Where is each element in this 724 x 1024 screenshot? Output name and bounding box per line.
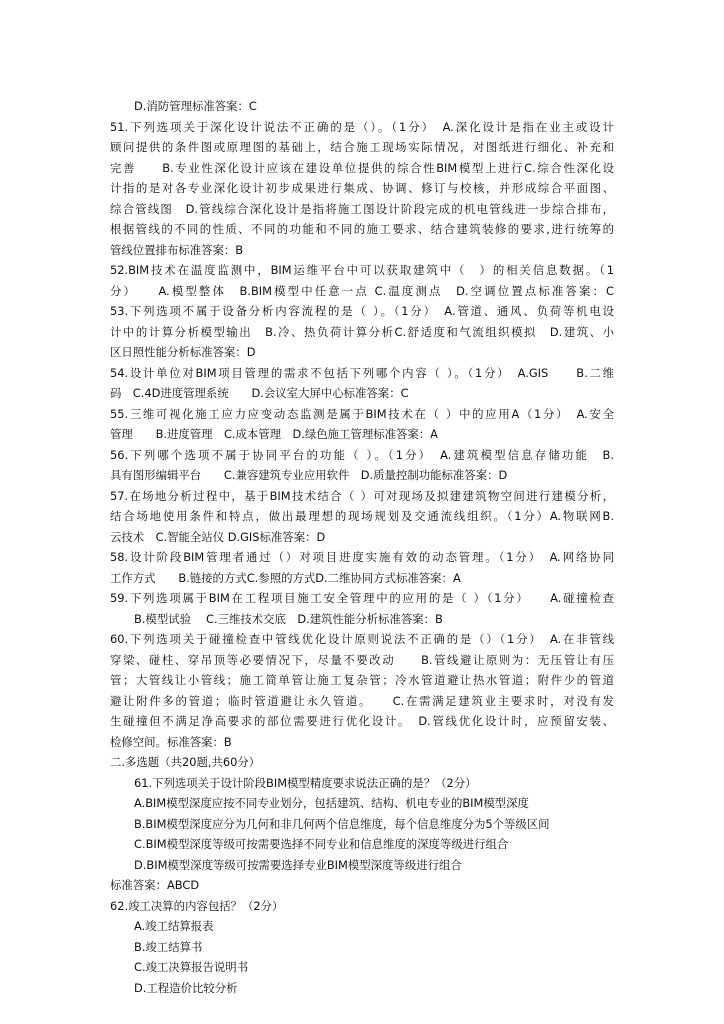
text-line: 避让附件多的管道；临时管道避让永久管道。 C.在需满足建筑业主要求时，对没有发: [110, 693, 614, 708]
question-54: 54.设计单位对BIM项目管理的需求不包括下列哪个内容（ ）。（1分） A.GIS B.二维: [110, 365, 614, 380]
question-58: 58.设计阶段BIM管理者通过（）对项目进度实施有效的动态管理。（1分） A.网络协同: [110, 550, 614, 564]
text-line: 计中的计算分析模型输出 B.冷、热负荷计算分析C.舒适度和气流组织模拟 D.建筑、小: [110, 324, 614, 339]
text-line: 计指的是对各专业深化设计初步成果进行集成、协调、修订与校核，并形成综合平面图、: [110, 181, 614, 195]
question-55: 55.三维可视化施工应力应变动态监测是属于BIM技术在（ ）中的应用A（1分） A.安全: [110, 406, 614, 421]
option-b: B.BIM模型深度应分为几何和非几何两个信息维度，每个信息维度分为5个等级区间: [134, 816, 550, 831]
option-d: D.工程造价比较分析: [134, 980, 238, 995]
text-line: 穿梁、碰柱、穿吊顶等必要情况下，尽量不要改动 B.管线避让原则为：无压管让有压: [110, 652, 614, 667]
text-line: 码 C.4D进度管理系统 D.会议室大屏中心标准答案：C: [110, 386, 409, 400]
question-51: 51.下列选项关于深化设计说法不正确的是（）。（1分） A.深化设计是指在业主或设计: [110, 119, 614, 134]
text-line: 区日照性能分析标准答案：D: [110, 345, 256, 359]
question-57: 57.在场地分析过程中，基于BIM技术结合（ ）可对现场及拟建建筑物空间进行建模分析，: [110, 488, 614, 503]
option-c: C.BIM模型深度等级可按需要选择不同专业和信息维度的深度等级进行组合: [134, 837, 509, 851]
text-line: 生碰撞但不满足净高要求的部位需要进行优化设计。 D.管线优化设计时，应预留安装、: [110, 714, 614, 728]
section-heading: 二.多选题（共20题,共60分）: [110, 755, 261, 769]
text-line: D.消防管理标准答案：C: [134, 99, 257, 113]
question-52: 52.BIM技术在温度监测中，BIM运维平台中可以获取建筑中（ ）的相关信息数据。（1: [110, 263, 614, 277]
question-56: 56.下列哪个选项不属于协同平台的功能（ ）。（1分） A.建筑模型信息存储功能 B.: [110, 447, 614, 462]
question-60: 60.下列选项关于碰撞检查中管线优化设计原则说法不正确的是（）（1分） A.在非管线: [110, 632, 614, 646]
text-line: 管；大管线让小管线；施工简单管让施工复杂管；冷水管道避让热水管道；附件少的管道: [110, 673, 614, 687]
question-53: 53.下列选项不属于设备分析内容流程的是（ ）。（1分） A.管道、通风、负荷等机电设: [110, 304, 614, 318]
text-line: 综合管线图 D.管线综合深化设计是指将施工图设计阶段完成的机电管线进一步综合排布，: [110, 201, 614, 216]
text-line: 结合场地使用条件和特点，做出最理想的现场规划及交通流线组织。（1分）A.物联网B.: [110, 509, 614, 523]
text-line: 具有图形编辑平台 C.兼容建筑专业应用软件 D.质量控制功能标准答案：D: [110, 468, 508, 482]
option-d: D.BIM模型深度等级可按需要选择专业BIM模型深度等级进行组合: [134, 857, 462, 872]
text-line: 工作方式 B.链接的方式C.参照的方式D.二维协同方式标准答案：A: [110, 570, 461, 585]
text-line: 根据管线的不同的性质、不同的功能和不同的施工要求、结合建筑装修的要求,进行统筹的: [110, 222, 614, 236]
question-62: 62.竣工决算的内容包括？（2分）: [110, 898, 284, 913]
option-a: A.BIM模型深度应按不同专业划分，包括建筑、结构、机电专业的BIM模型深度: [134, 796, 529, 810]
text-line: 管理 B.进度管理 C.成本管理 D.绿色施工管理标准答案：A: [110, 427, 438, 441]
text-line: 顾问提供的条件图或原理图的基础上，结合施工现场实际情况，对图纸进行细化、补充和: [110, 140, 614, 154]
text-line: 完善 B.专业性深化设计应该在建设单位提供的综合性BIM模型上进行C.综合性深化设: [110, 160, 614, 175]
question-59: 59.下列选项属于BIM在工程项目施工安全管理中的应用的是（ ）（1分） A.碰撞检查: [110, 591, 614, 605]
text-line: 分） A.模型整体 B.BIM模型中任意一点 C.温度测点 D.空调位置点标准答案：C: [110, 283, 614, 298]
text-line: 管线位置排布标准答案：B: [110, 242, 244, 257]
option-c: C.竣工决算报告说明书: [134, 960, 249, 974]
text-line: B.模型试验 C.三维技术交底 D.建筑性能分析标准答案：B: [134, 611, 443, 626]
text-line: 检修空间。标准答案：B: [110, 734, 232, 749]
answer-line: 标准答案：ABCD: [110, 878, 200, 892]
option-b: B.竣工结算书: [134, 939, 203, 954]
text-line: 云技术 C.智能全站仪 D.GIS标准答案：D: [110, 529, 326, 544]
question-61: 61.下列选项关于设计阶段BIM模型精度要求说法正确的是？（2分）: [134, 775, 477, 790]
option-a: A.竣工结算报表: [134, 919, 214, 933]
